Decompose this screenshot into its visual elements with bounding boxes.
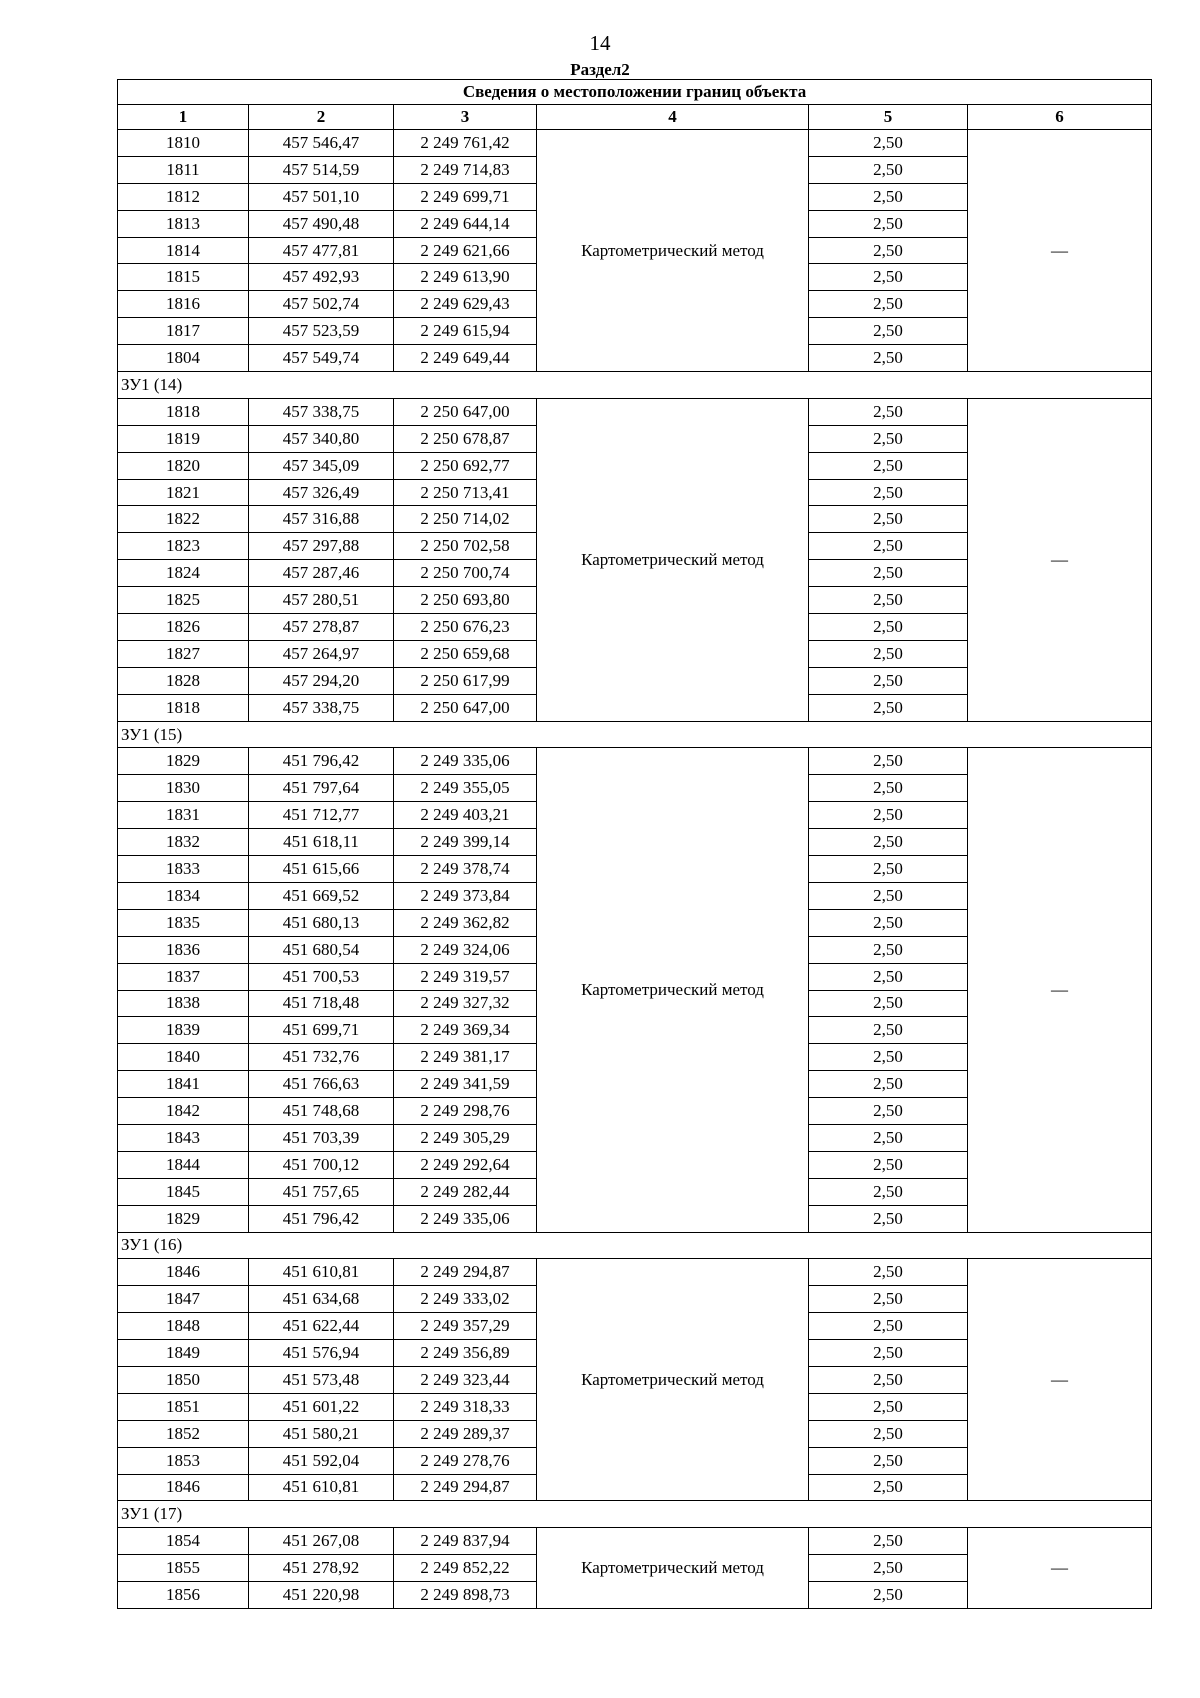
coord-y: 2 249 714,83	[394, 156, 537, 183]
group-header-row	[118, 721, 1152, 748]
coord-x: 451 669,52	[249, 882, 394, 909]
point-number: 1827	[118, 640, 249, 667]
note-cell: —	[968, 1259, 1152, 1501]
coord-y: 2 249 318,33	[394, 1393, 537, 1420]
precision-value: 2,50	[809, 829, 968, 856]
coord-x: 457 492,93	[249, 264, 394, 291]
precision-value: 2,50	[809, 1582, 968, 1609]
coord-y: 2 249 403,21	[394, 802, 537, 829]
coord-x: 457 514,59	[249, 156, 394, 183]
precision-value: 2,50	[809, 1555, 968, 1582]
precision-value: 2,50	[809, 506, 968, 533]
group-label: ЗУ1 (14)	[118, 372, 1152, 399]
column-number: 1	[118, 105, 249, 130]
coord-y: 2 249 356,89	[394, 1340, 537, 1367]
precision-value: 2,50	[809, 183, 968, 210]
coord-x: 451 748,68	[249, 1098, 394, 1125]
point-number: 1819	[118, 425, 249, 452]
coordinates-table	[117, 79, 1152, 1609]
group-label: ЗУ1 (17)	[118, 1501, 1152, 1528]
coord-y: 2 250 678,87	[394, 425, 537, 452]
point-number: 1851	[118, 1393, 249, 1420]
coord-y: 2 249 378,74	[394, 856, 537, 883]
precision-value: 2,50	[809, 963, 968, 990]
note-cell: —	[968, 130, 1152, 372]
coord-y: 2 249 699,71	[394, 183, 537, 210]
coord-x: 451 766,63	[249, 1071, 394, 1098]
point-number: 1835	[118, 909, 249, 936]
coord-x: 451 601,22	[249, 1393, 394, 1420]
coord-y: 2 249 381,17	[394, 1044, 537, 1071]
coord-y: 2 249 852,22	[394, 1555, 537, 1582]
coord-y: 2 249 761,42	[394, 130, 537, 157]
coord-x: 451 700,53	[249, 963, 394, 990]
precision-value: 2,50	[809, 856, 968, 883]
precision-value: 2,50	[809, 1340, 968, 1367]
table-row	[118, 1259, 1152, 1286]
coord-y: 2 249 278,76	[394, 1447, 537, 1474]
coord-x: 451 797,64	[249, 775, 394, 802]
coord-x: 451 680,54	[249, 936, 394, 963]
point-number: 1839	[118, 1017, 249, 1044]
coord-x: 457 490,48	[249, 210, 394, 237]
precision-value: 2,50	[809, 425, 968, 452]
point-number: 1842	[118, 1098, 249, 1125]
coord-y: 2 250 693,80	[394, 587, 537, 614]
column-number: 2	[249, 105, 394, 130]
point-number: 1856	[118, 1582, 249, 1609]
point-number: 1818	[118, 694, 249, 721]
precision-value: 2,50	[809, 1017, 968, 1044]
coord-x: 451 267,08	[249, 1528, 394, 1555]
precision-value: 2,50	[809, 1393, 968, 1420]
coord-x: 451 592,04	[249, 1447, 394, 1474]
coord-x: 451 712,77	[249, 802, 394, 829]
coord-x: 451 757,65	[249, 1178, 394, 1205]
caption-row	[118, 80, 1152, 105]
coord-y: 2 249 323,44	[394, 1366, 537, 1393]
column-number: 3	[394, 105, 537, 130]
point-number: 1826	[118, 614, 249, 641]
table-row	[118, 1528, 1152, 1555]
precision-value: 2,50	[809, 560, 968, 587]
precision-value: 2,50	[809, 1178, 968, 1205]
coord-x: 451 680,13	[249, 909, 394, 936]
point-number: 1829	[118, 1205, 249, 1232]
column-number: 6	[968, 105, 1152, 130]
point-number: 1838	[118, 990, 249, 1017]
precision-value: 2,50	[809, 1447, 968, 1474]
coord-y: 2 249 399,14	[394, 829, 537, 856]
coord-x: 451 796,42	[249, 748, 394, 775]
coord-y: 2 249 335,06	[394, 1205, 537, 1232]
precision-value: 2,50	[809, 1528, 968, 1555]
note-cell: —	[968, 748, 1152, 1232]
coord-y: 2 249 292,64	[394, 1151, 537, 1178]
point-number: 1825	[118, 587, 249, 614]
table-row	[118, 130, 1152, 157]
coord-x: 457 338,75	[249, 694, 394, 721]
point-number: 1818	[118, 398, 249, 425]
point-number: 1836	[118, 936, 249, 963]
table-head	[118, 80, 1152, 130]
coord-y: 2 249 613,90	[394, 264, 537, 291]
point-number: 1830	[118, 775, 249, 802]
precision-value: 2,50	[809, 748, 968, 775]
table-caption: Сведения о местоположении границ объекта	[118, 80, 1152, 105]
precision-value: 2,50	[809, 1474, 968, 1501]
coord-x: 451 699,71	[249, 1017, 394, 1044]
coord-y: 2 249 294,87	[394, 1259, 537, 1286]
coord-y: 2 250 647,00	[394, 398, 537, 425]
method-cell: Картометрический метод	[537, 398, 809, 721]
coord-x: 451 718,48	[249, 990, 394, 1017]
coord-x: 451 576,94	[249, 1340, 394, 1367]
point-number: 1831	[118, 802, 249, 829]
precision-value: 2,50	[809, 130, 968, 157]
coord-x: 457 502,74	[249, 291, 394, 318]
coord-y: 2 249 319,57	[394, 963, 537, 990]
coord-x: 451 610,81	[249, 1259, 394, 1286]
group-header-row	[118, 1501, 1152, 1528]
point-number: 1843	[118, 1124, 249, 1151]
point-number: 1820	[118, 452, 249, 479]
point-number: 1852	[118, 1420, 249, 1447]
coord-y: 2 250 617,99	[394, 667, 537, 694]
precision-value: 2,50	[809, 640, 968, 667]
point-number: 1821	[118, 479, 249, 506]
point-number: 1846	[118, 1259, 249, 1286]
coord-y: 2 249 898,73	[394, 1582, 537, 1609]
coord-y: 2 249 644,14	[394, 210, 537, 237]
point-number: 1811	[118, 156, 249, 183]
precision-value: 2,50	[809, 882, 968, 909]
point-number: 1844	[118, 1151, 249, 1178]
precision-value: 2,50	[809, 1205, 968, 1232]
coord-y: 2 249 289,37	[394, 1420, 537, 1447]
section-title: Раздел2	[570, 60, 630, 79]
point-number: 1832	[118, 829, 249, 856]
precision-value: 2,50	[809, 802, 968, 829]
table-row	[118, 398, 1152, 425]
point-number: 1847	[118, 1286, 249, 1313]
group-header-row	[118, 372, 1152, 399]
coord-y: 2 249 629,43	[394, 291, 537, 318]
method-cell: Картометрический метод	[537, 1259, 809, 1501]
precision-value: 2,50	[809, 237, 968, 264]
coord-x: 457 287,46	[249, 560, 394, 587]
coord-y: 2 249 298,76	[394, 1098, 537, 1125]
coord-x: 451 700,12	[249, 1151, 394, 1178]
coord-y: 2 249 373,84	[394, 882, 537, 909]
coord-x: 451 278,92	[249, 1555, 394, 1582]
table-row	[118, 748, 1152, 775]
coord-y: 2 250 676,23	[394, 614, 537, 641]
precision-value: 2,50	[809, 775, 968, 802]
precision-value: 2,50	[809, 264, 968, 291]
coord-y: 2 249 341,59	[394, 1071, 537, 1098]
method-cell: Картометрический метод	[537, 130, 809, 372]
coord-y: 2 249 357,29	[394, 1313, 537, 1340]
point-number: 1817	[118, 318, 249, 345]
precision-value: 2,50	[809, 533, 968, 560]
precision-value: 2,50	[809, 694, 968, 721]
coord-x: 451 618,11	[249, 829, 394, 856]
coord-y: 2 249 837,94	[394, 1528, 537, 1555]
precision-value: 2,50	[809, 909, 968, 936]
coord-y: 2 249 621,66	[394, 237, 537, 264]
coord-x: 457 280,51	[249, 587, 394, 614]
precision-value: 2,50	[809, 614, 968, 641]
coord-y: 2 249 324,06	[394, 936, 537, 963]
coord-y: 2 249 294,87	[394, 1474, 537, 1501]
point-number: 1833	[118, 856, 249, 883]
column-number: 5	[809, 105, 968, 130]
coord-y: 2 249 355,05	[394, 775, 537, 802]
precision-value: 2,50	[809, 479, 968, 506]
point-number: 1850	[118, 1366, 249, 1393]
coord-x: 451 796,42	[249, 1205, 394, 1232]
point-number: 1829	[118, 748, 249, 775]
coord-x: 457 294,20	[249, 667, 394, 694]
point-number: 1853	[118, 1447, 249, 1474]
group-label: ЗУ1 (15)	[118, 721, 1152, 748]
precision-value: 2,50	[809, 398, 968, 425]
precision-value: 2,50	[809, 452, 968, 479]
coord-y: 2 249 282,44	[394, 1178, 537, 1205]
point-number: 1813	[118, 210, 249, 237]
coord-y: 2 250 700,74	[394, 560, 537, 587]
point-number: 1849	[118, 1340, 249, 1367]
precision-value: 2,50	[809, 1044, 968, 1071]
group-header-row	[118, 1232, 1152, 1259]
precision-value: 2,50	[809, 1366, 968, 1393]
point-number: 1815	[118, 264, 249, 291]
point-number: 1816	[118, 291, 249, 318]
precision-value: 2,50	[809, 990, 968, 1017]
coord-x: 451 732,76	[249, 1044, 394, 1071]
point-number: 1828	[118, 667, 249, 694]
precision-value: 2,50	[809, 345, 968, 372]
coord-x: 451 634,68	[249, 1286, 394, 1313]
coord-y: 2 249 335,06	[394, 748, 537, 775]
precision-value: 2,50	[809, 1098, 968, 1125]
coord-y: 2 249 649,44	[394, 345, 537, 372]
column-number-row	[118, 105, 1152, 130]
table-body	[118, 130, 1152, 1609]
coord-x: 457 340,80	[249, 425, 394, 452]
precision-value: 2,50	[809, 587, 968, 614]
precision-value: 2,50	[809, 156, 968, 183]
coord-y: 2 250 692,77	[394, 452, 537, 479]
point-number: 1846	[118, 1474, 249, 1501]
precision-value: 2,50	[809, 667, 968, 694]
column-number: 4	[537, 105, 809, 130]
point-number: 1855	[118, 1555, 249, 1582]
point-number: 1845	[118, 1178, 249, 1205]
point-number: 1841	[118, 1071, 249, 1098]
coord-x: 451 622,44	[249, 1313, 394, 1340]
precision-value: 2,50	[809, 291, 968, 318]
coord-x: 451 703,39	[249, 1124, 394, 1151]
coord-y: 2 249 327,32	[394, 990, 537, 1017]
note-cell: —	[968, 1528, 1152, 1609]
group-label: ЗУ1 (16)	[118, 1232, 1152, 1259]
coord-x: 451 573,48	[249, 1366, 394, 1393]
coord-x: 457 477,81	[249, 237, 394, 264]
precision-value: 2,50	[809, 318, 968, 345]
coord-x: 457 345,09	[249, 452, 394, 479]
coord-x: 457 316,88	[249, 506, 394, 533]
coord-x: 457 546,47	[249, 130, 394, 157]
point-number: 1812	[118, 183, 249, 210]
coord-x: 457 264,97	[249, 640, 394, 667]
page-number: 14	[589, 31, 611, 55]
coord-y: 2 249 369,34	[394, 1017, 537, 1044]
coord-y: 2 249 615,94	[394, 318, 537, 345]
coord-y: 2 250 713,41	[394, 479, 537, 506]
precision-value: 2,50	[809, 1259, 968, 1286]
coord-y: 2 250 702,58	[394, 533, 537, 560]
coord-y: 2 250 714,02	[394, 506, 537, 533]
precision-value: 2,50	[809, 1151, 968, 1178]
coord-x: 451 220,98	[249, 1582, 394, 1609]
precision-value: 2,50	[809, 1071, 968, 1098]
coord-x: 451 615,66	[249, 856, 394, 883]
coord-x: 457 338,75	[249, 398, 394, 425]
coord-x: 451 610,81	[249, 1474, 394, 1501]
method-cell: Картометрический метод	[537, 748, 809, 1232]
point-number: 1834	[118, 882, 249, 909]
coord-y: 2 250 659,68	[394, 640, 537, 667]
coord-y: 2 250 647,00	[394, 694, 537, 721]
point-number: 1840	[118, 1044, 249, 1071]
point-number: 1823	[118, 533, 249, 560]
point-number: 1814	[118, 237, 249, 264]
precision-value: 2,50	[809, 1124, 968, 1151]
point-number: 1810	[118, 130, 249, 157]
coord-y: 2 249 305,29	[394, 1124, 537, 1151]
point-number: 1822	[118, 506, 249, 533]
precision-value: 2,50	[809, 1286, 968, 1313]
coord-y: 2 249 333,02	[394, 1286, 537, 1313]
coord-x: 457 326,49	[249, 479, 394, 506]
coord-x: 457 523,59	[249, 318, 394, 345]
point-number: 1804	[118, 345, 249, 372]
point-number: 1837	[118, 963, 249, 990]
coord-x: 457 549,74	[249, 345, 394, 372]
point-number: 1854	[118, 1528, 249, 1555]
precision-value: 2,50	[809, 210, 968, 237]
note-cell: —	[968, 398, 1152, 721]
precision-value: 2,50	[809, 1313, 968, 1340]
coord-x: 451 580,21	[249, 1420, 394, 1447]
precision-value: 2,50	[809, 1420, 968, 1447]
point-number: 1848	[118, 1313, 249, 1340]
coord-x: 457 501,10	[249, 183, 394, 210]
precision-value: 2,50	[809, 936, 968, 963]
coord-x: 457 297,88	[249, 533, 394, 560]
point-number: 1824	[118, 560, 249, 587]
coord-x: 457 278,87	[249, 614, 394, 641]
coord-y: 2 249 362,82	[394, 909, 537, 936]
method-cell: Картометрический метод	[537, 1528, 809, 1609]
